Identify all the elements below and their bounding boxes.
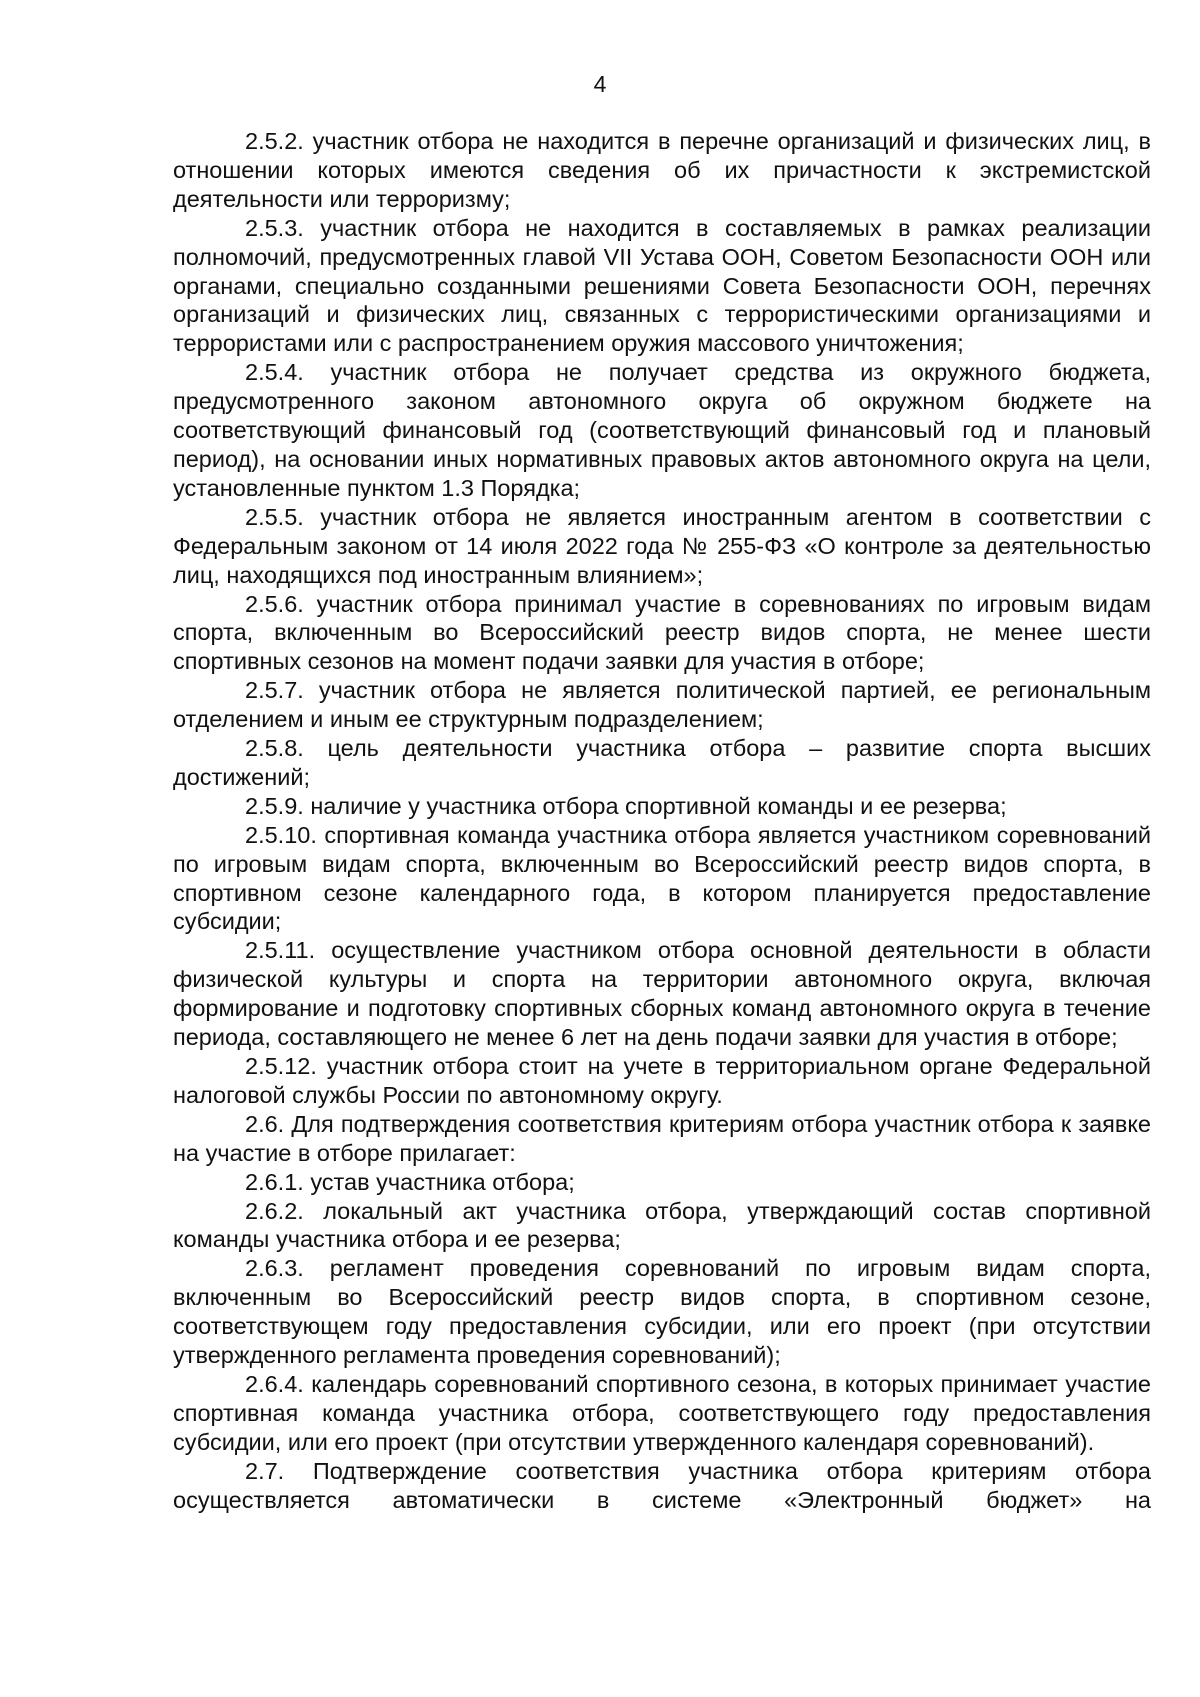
paragraph-2-6-4: 2.6.4. календарь соревнований спортивного сезона, в которых принимает участие спортивная команда участника отбора, соответствующего году предоставления субсидии, или его проект (при отсутствии утвержденного календаря соревнований).	[173, 1370, 1151, 1455]
paragraph-2-6-2: 2.6.2. локальный акт участника отбора, утверждающий состав спортивной команды участника отбора и ее резерва;	[173, 1197, 1151, 1253]
paragraph-2-5-3: 2.5.3. участник отбора не находится в составляемых в рамках реализации полномочий, предусмотренных главой VII Устава ООН, Советом Безопасности ООН или органами, специально созданными решениями Совета Безопасности ООН, перечнях организаций и физических лиц, связанных с террористическими организациями и террористами или с распространением оружия массового уничтожения;	[173, 214, 1151, 357]
paragraph-2-6-3: 2.6.3. регламент проведения соревнований по игровым видам спорта, включенным во Всероссийский реестр видов спорта, в спортивном сезоне, соответствующем году предоставления субсидии, или его проект (при отсутствии утвержденного регламента проведения соревнований);	[173, 1255, 1151, 1369]
paragraph-2-6: 2.6. Для подтверждения соответствия критериям отбора участник отбора к заявке на участие в отборе прилагает:	[173, 1110, 1151, 1166]
paragraph-2-5-12: 2.5.12. участник отбора стоит на учете в территориальном органе Федеральной налоговой службы России по автономному округу.	[173, 1053, 1151, 1108]
paragraph-2-5-6: 2.5.6. участник отбора принимал участие в соревнованиях по игровым видам спорта, включенным во Всероссийский реестр видов спорта, не менее шести спортивных сезонов на момент подачи заявки для участия в отборе;	[173, 590, 1151, 675]
paragraph-2-5-11: 2.5.11. осуществление участником отбора основной деятельности в области физической культуры и спорта на территории автономного округа, включая формирование и подготовку спортивных сборных команд автономного округа в течение периода, составляющего не менее 6 лет на день подачи заявки для участия в отборе;	[173, 937, 1151, 1051]
paragraph-2-5-4: 2.5.4. участник отбора не получает средства из окружного бюджета, предусмотренного законом автономного округа об окружном бюджете на соответствующий финансовый год (соответствующий финансовый год и плановый период), на основании иных нормативных правовых актов автономного округа на цели, установленные пунктом 1.3 Порядка;	[173, 359, 1151, 501]
paragraph-2-5-9: 2.5.9. наличие у участника отбора спортивной команды и ее резерва;	[245, 792, 1007, 819]
paragraph-2-5-5: 2.5.5. участник отбора не является иностранным агентом в соответствии с Федеральным законом от 14 июля 2022 года № 255-ФЗ «О контроле за деятельностью лиц, находящихся под иностранным влиянием»;	[173, 503, 1151, 588]
page-number: 4	[593, 71, 607, 97]
paragraph-2-6-1: 2.6.1. устав участника отбора;	[245, 1168, 575, 1195]
paragraph-2-5-2: 2.5.2. участник отбора не находится в перечне организаций и физических лиц, в отношении которых имеются сведения об их причастности к экстремистской деятельности или терроризму;	[173, 128, 1151, 212]
paragraph-2-7: 2.7. Подтверждение соответствия участника отбора критериям отбора осуществляется автоматически в системе «Электронный бюджет» на	[173, 1457, 1151, 1513]
paragraph-2-5-7: 2.5.7. участник отбора не является политической партией, ее региональным отделением и иным ее структурным подразделением;	[173, 677, 1151, 733]
paragraph-2-5-8: 2.5.8. цель деятельности участника отбора – развитие спорта высших достижений;	[173, 735, 1151, 790]
document-body	[173, 127, 1151, 1515]
paragraph-2-5-10: 2.5.10. спортивная команда участника отбора является участником соревнований по игровым видам спорта, включенным во Всероссийский реестр видов спорта, в спортивном сезоне календарного года, в котором планируется предоставление субсидии;	[173, 821, 1151, 935]
